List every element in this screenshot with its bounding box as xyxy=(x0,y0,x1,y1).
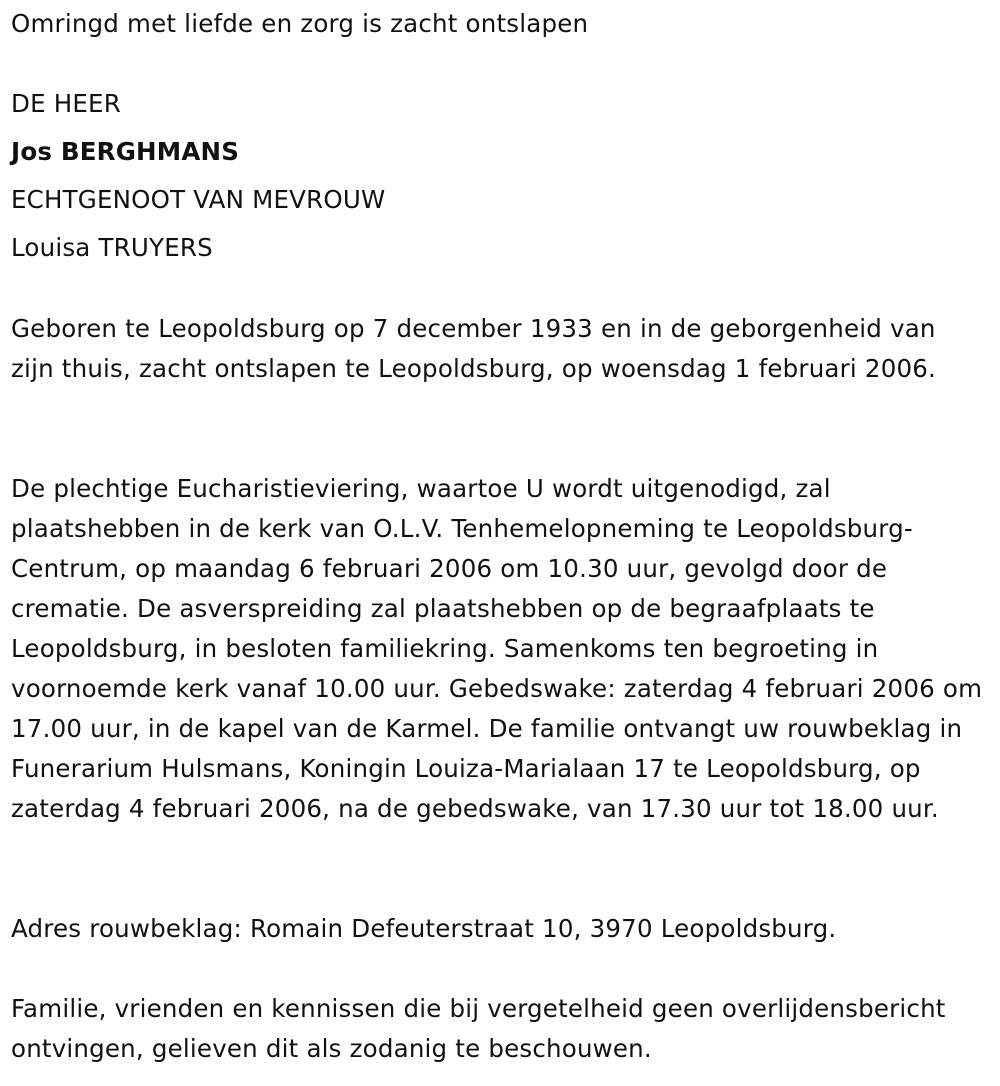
ceremony-paragraph: De plechtige Eucharistieviering, waartoe U wordt uitgenodigd, zal plaatshebben in de kerk van O.L.V. Tenhemelopneming te Leopoldsburg-Centrum, op maandag 6 februari 2006 om 10.30 uur, gevolgd door de crematie. De asverspreiding zal plaatshebben op de begraafplaats te Leopoldsburg, in besloten familiekring. Samenkoms ten begroeting in voornoemde kerk vanaf 10.00 uur. Gebedswake: zaterdag 4 februari 2006 om 17.00 uur, in de kapel van de Karmel. De familie ontvangt uw rouwbeklag in Funerarium Hulsmans, Koningin Louiza-Marialaan 17 te Leopoldsburg, op zaterdag 4 februari 2006, na de gebedswake, van 17.30 uur tot 18.00 uur. xyxy=(11,474,983,823)
deceased-name: Jos BERGHMANS xyxy=(11,137,240,166)
closing-paragraph: Familie, vrienden en kennissen die bij vergetelheid geen overlijdensbericht ontvingen, gelieven dit als zodanig te beschouwen. xyxy=(11,994,946,1063)
address-paragraph: Adres rouwbeklag: Romain Defeuterstraat 10, 3970 Leopoldsburg. xyxy=(11,914,837,943)
intro-line: Omringd met liefde en zorg is zacht ontslapen xyxy=(11,9,589,38)
relation-line: ECHTGENOOT VAN MEVROUW xyxy=(11,185,386,214)
title-prefix: DE HEER xyxy=(11,89,121,118)
birth-death-paragraph: Geboren te Leopoldsburg op 7 december 1933 en in de geborgenheid van zijn thuis, zacht ontslapen te Leopoldsburg, op woensdag 1 februari 2006. xyxy=(11,314,937,383)
spouse-name: Louisa TRUYERS xyxy=(11,233,213,262)
